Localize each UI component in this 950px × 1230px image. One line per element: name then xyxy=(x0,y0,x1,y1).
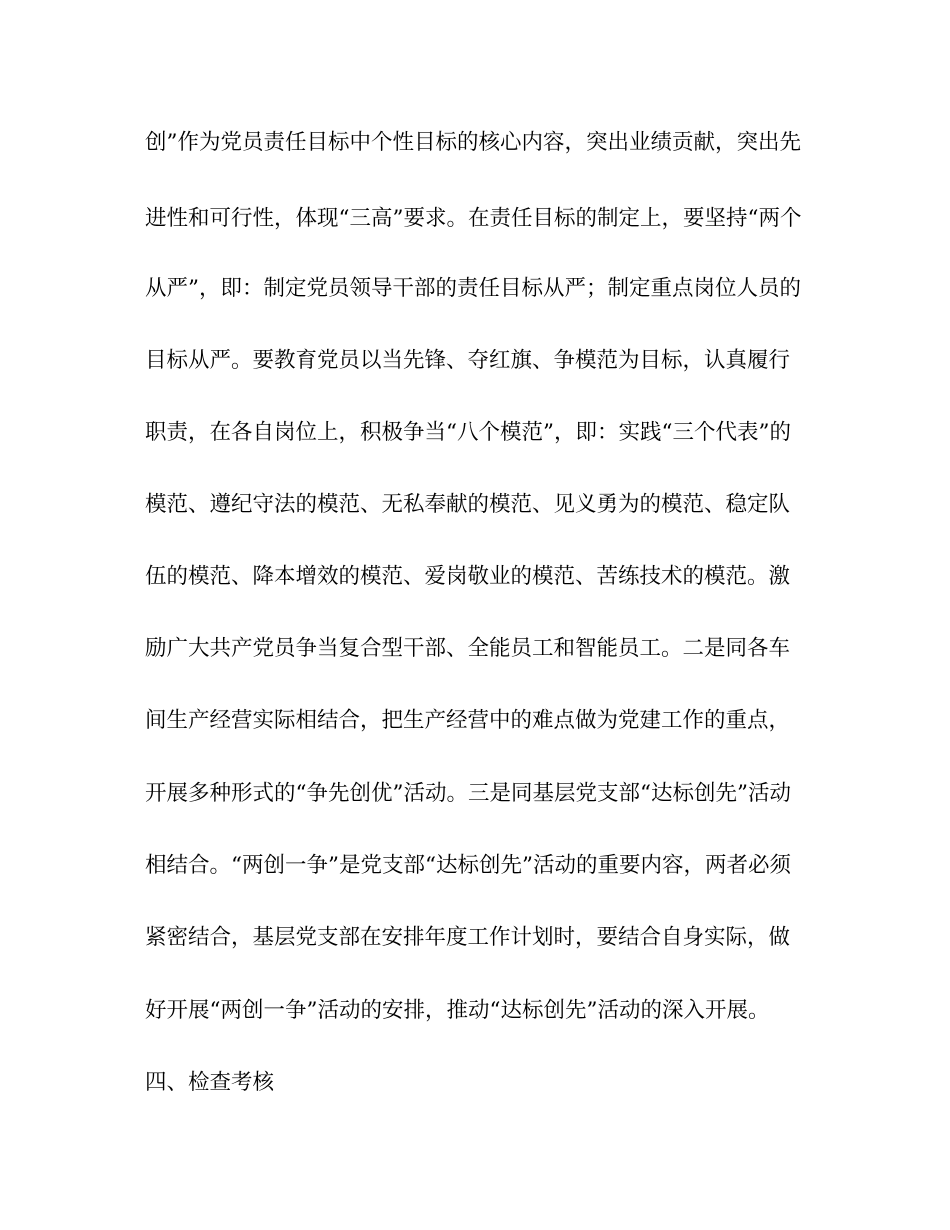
body-text-line: 紧密结合，基层党支部在安排年度工作计划时，要结合自身实际，做 xyxy=(145,925,791,950)
body-text-line: 从严”，即：制定党员领导干部的责任目标从严；制定重点岗位人员的 xyxy=(145,276,801,301)
body-text-line: 间生产经营实际相结合，把生产经营中的难点做为党建工作的重点， xyxy=(145,708,791,733)
body-text-line: 好开展“两创一争”活动的安排，推动“达标创先”活动的深入开展。 xyxy=(145,998,770,1023)
body-text-line: 创”作为党员责任目标中个性目标的核心内容，突出业绩贡献，突出先 xyxy=(145,130,801,155)
body-text-line: 开展多种形式的“争先创优”活动。三是同基层党支部“达标创先”活动 xyxy=(145,781,791,806)
body-text-line: 进性和可行性，体现“三高”要求。在责任目标的制定上，要坚持“两个 xyxy=(145,206,802,231)
body-text-line: 励广大共产党员争当复合型干部、全能员工和智能员工。二是同各车 xyxy=(145,636,791,661)
section-heading: 四、检查考核 xyxy=(145,1070,275,1095)
body-text-line: 伍的模范、降本增效的模范、爱岗敬业的模范、苦练技术的模范。激 xyxy=(145,564,791,589)
body-text-line: 职责，在各自岗位上，积极争当“八个模范”，即：实践“三个代表”的 xyxy=(145,420,791,445)
body-text-line: 相结合。“两创一争”是党支部“达标创先”活动的重要内容，两者必须 xyxy=(145,853,791,878)
body-text-line: 目标从严。要教育党员以当先锋、夺红旗、争模范为目标，认真履行 xyxy=(145,348,791,373)
body-text-line: 模范、遵纪守法的模范、无私奉献的模范、见义勇为的模范、稳定队 xyxy=(145,492,791,517)
